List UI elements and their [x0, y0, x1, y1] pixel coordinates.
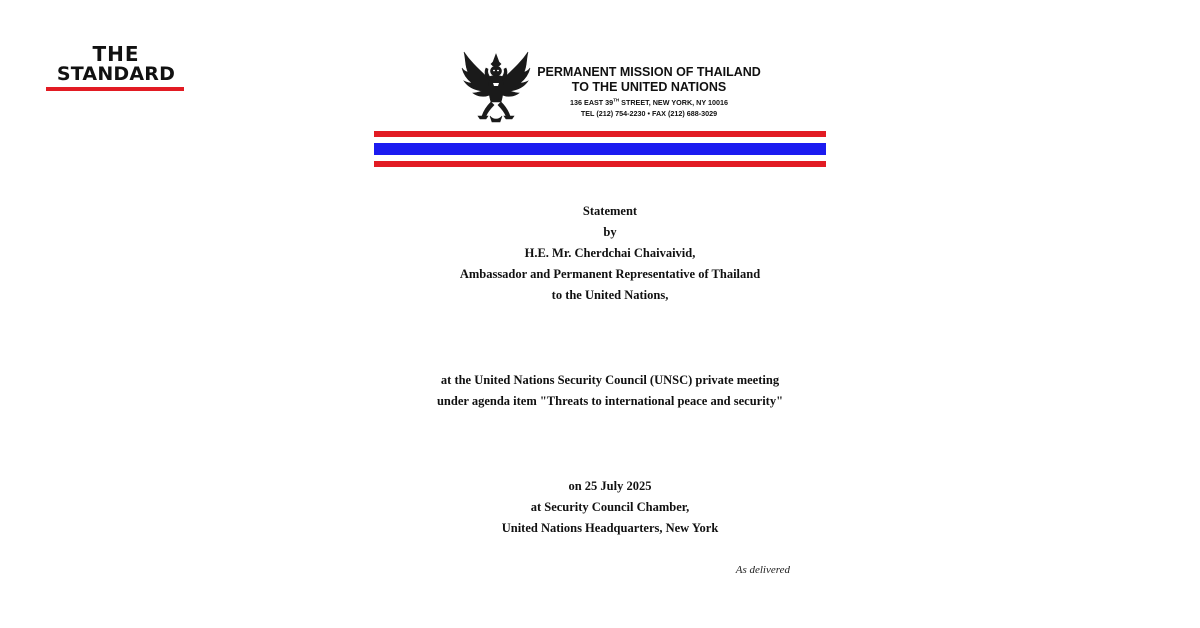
meeting-date: on 25 July 2025 [568, 479, 652, 493]
statement-heading [300, 201, 920, 306]
the-standard-logo [46, 44, 186, 91]
date-venue [300, 476, 920, 539]
flag-stripe-blue [374, 143, 826, 155]
delivery-note: As delivered [735, 564, 790, 576]
address-prefix: 136 EAST 39 [570, 98, 614, 107]
mission-tel-fax: TEL (212) 754-2230 • FAX (212) 688-3029 [580, 109, 718, 118]
speaker-organization: to the United Nations, [551, 288, 669, 302]
address-superscript: TH [613, 97, 620, 103]
meeting-line: at the United Nations Security Council (UNSC) private meeting [440, 373, 780, 387]
flag-stripe-red-bottom [374, 161, 826, 167]
statement-by: by [603, 225, 617, 239]
meeting-venue: at Security Council Chamber, [530, 500, 690, 514]
flag-stripe-red-top [374, 131, 826, 137]
garuda-emblem-icon [460, 50, 532, 124]
logo-underline [46, 87, 184, 91]
logo-text-the: THE [92, 42, 140, 66]
meeting-description [300, 370, 920, 412]
speaker-name: H.E. Mr. Cherdchai Chaivaivid, [524, 246, 696, 260]
mission-name-line-2: TO THE UNITED NATIONS [571, 80, 727, 94]
mission-address [530, 97, 768, 108]
mission-name-line-1: PERMANENT MISSION OF THAILAND [537, 65, 761, 79]
speaker-title: Ambassador and Permanent Representative of Thailand [459, 267, 761, 281]
logo-text-standard: STANDARD [56, 63, 176, 85]
agenda-line: under agenda item "Threats to international peace and security" [436, 394, 784, 408]
meeting-location: United Nations Headquarters, New York [501, 521, 719, 535]
address-suffix: STREET, NEW YORK, NY 10016 [619, 98, 728, 107]
statement-title: Statement [582, 204, 638, 218]
mission-letterhead [530, 65, 768, 119]
